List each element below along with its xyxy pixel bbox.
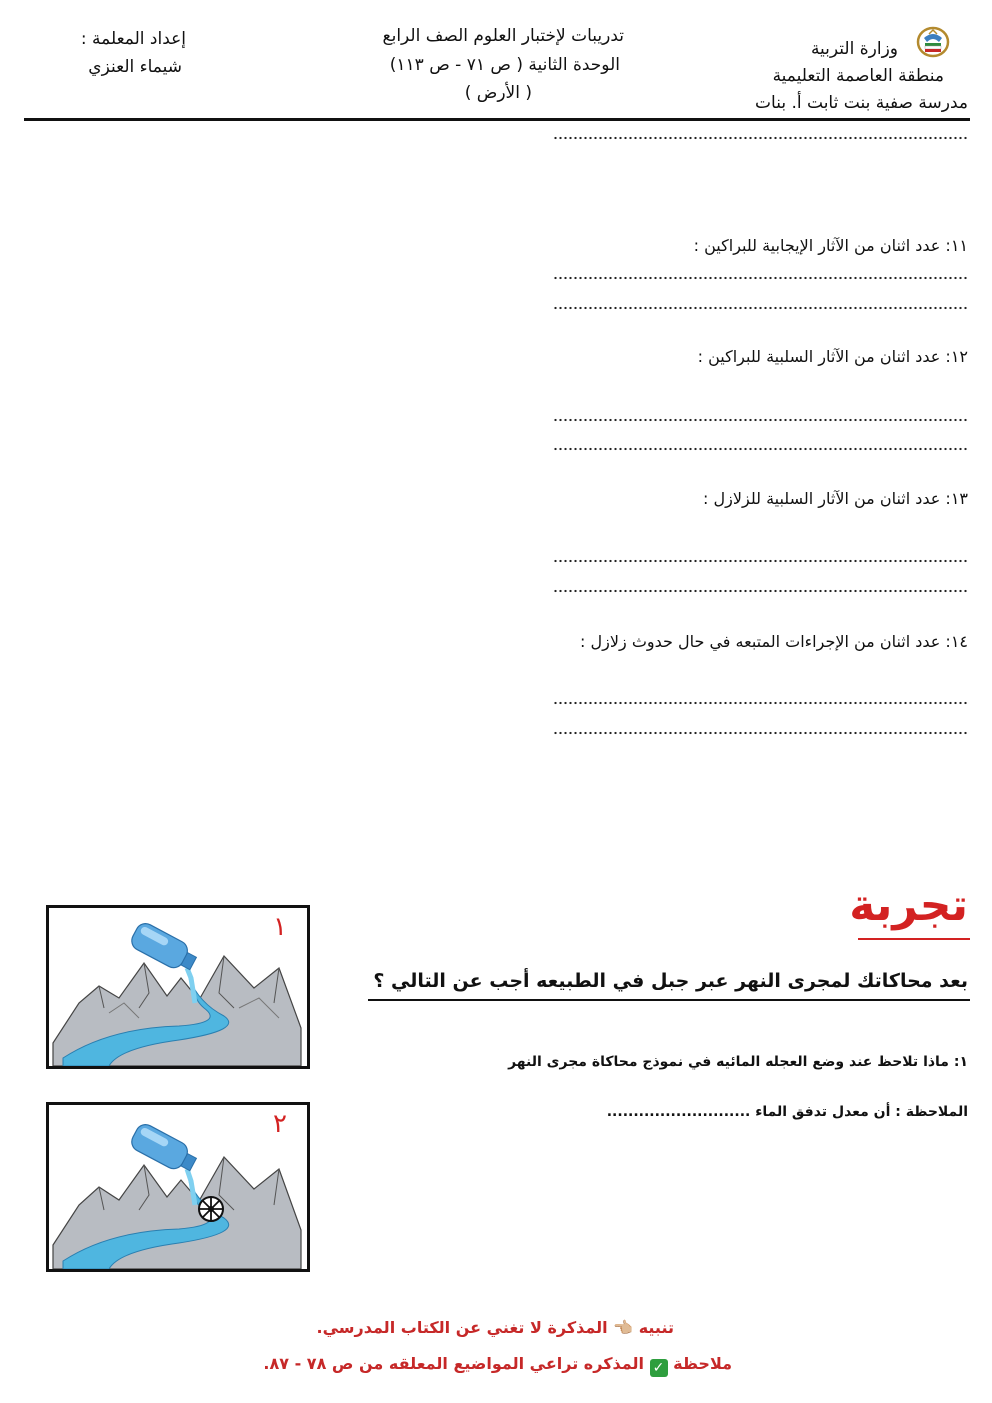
header-divider xyxy=(24,118,970,121)
answer-line xyxy=(553,447,968,451)
figure-2 xyxy=(46,1102,310,1272)
question-14: ١٤: عدد اثنان من الإجراءات المتبعه في حال حدوث زلازل : xyxy=(580,632,968,651)
remark-label: ملاحظة xyxy=(673,1354,732,1373)
ministry-name: وزارة التربية xyxy=(810,39,898,59)
answer-line xyxy=(553,276,968,280)
answer-line xyxy=(553,306,968,310)
warning-note xyxy=(317,1318,675,1337)
answer-line xyxy=(553,136,968,140)
answer-line xyxy=(553,589,968,593)
exam-title: تدريبات لإختبار العلوم الصف الرابع xyxy=(382,26,624,46)
district-name: منطقة العاصمة التعليمية xyxy=(772,66,944,86)
warning-text: المذكرة لا تغني عن الكتاب المدرسي. xyxy=(316,1318,608,1337)
figure-number: ١ xyxy=(273,912,287,942)
answer-line xyxy=(553,731,968,735)
answer-line xyxy=(553,701,968,705)
answer-line xyxy=(553,559,968,563)
observation-line: الملاحظة : أن معدل تدفق الماء ........................... xyxy=(606,1104,968,1120)
prepared-by-label: إعداد المعلمة : xyxy=(80,29,186,49)
kuwait-emblem-icon xyxy=(915,26,951,58)
remark-text: المذكره تراعي المواضيع المعلقه من ص ٧٨ - ٨٧. xyxy=(263,1354,644,1373)
river-mountain-waterwheel-icon xyxy=(49,1105,307,1269)
figure-1 xyxy=(46,905,310,1069)
river-mountain-bottle-icon xyxy=(49,908,307,1066)
experiment-instruction: بعد محاكاتك لمجرى النهر عبر جبل في الطبيعه أجب عن التالي ؟ xyxy=(373,970,968,992)
experiment-title: تجربة xyxy=(849,880,968,931)
pointing-hand-icon: 👈🏼 xyxy=(613,1318,634,1337)
answer-line xyxy=(553,418,968,422)
experiment-question: ١: ماذا تلاحظ عند وضع العجله المائيه في نموذج محاكاة مجرى النهر xyxy=(508,1054,968,1070)
question-11: ١١: عدد اثنان من الآثار الإيجابية للبراكين : xyxy=(693,236,968,255)
instruction-underline xyxy=(368,999,970,1001)
remark-note xyxy=(263,1354,732,1377)
teacher-name: شيماء العنزي xyxy=(88,57,182,77)
check-mark-icon: ✓ xyxy=(650,1359,668,1377)
figure-number: ٢ xyxy=(273,1109,287,1139)
warning-label: تنبيه xyxy=(638,1318,674,1337)
question-13: ١٣: عدد اثنان من الآثار السلبية للزلازل : xyxy=(703,489,968,508)
school-name: مدرسة صفية بنت ثابت أ. بنات xyxy=(755,93,968,113)
experiment-title-underline xyxy=(858,938,970,940)
waterwheel-icon xyxy=(199,1197,223,1221)
question-12: ١٢: عدد اثنان من الآثار السلبية للبراكين : xyxy=(697,347,968,366)
unit-range: الوحدة الثانية ( ص ٧١ - ص ١١٣) xyxy=(389,55,620,75)
unit-topic: ( الأرض ) xyxy=(464,83,532,103)
